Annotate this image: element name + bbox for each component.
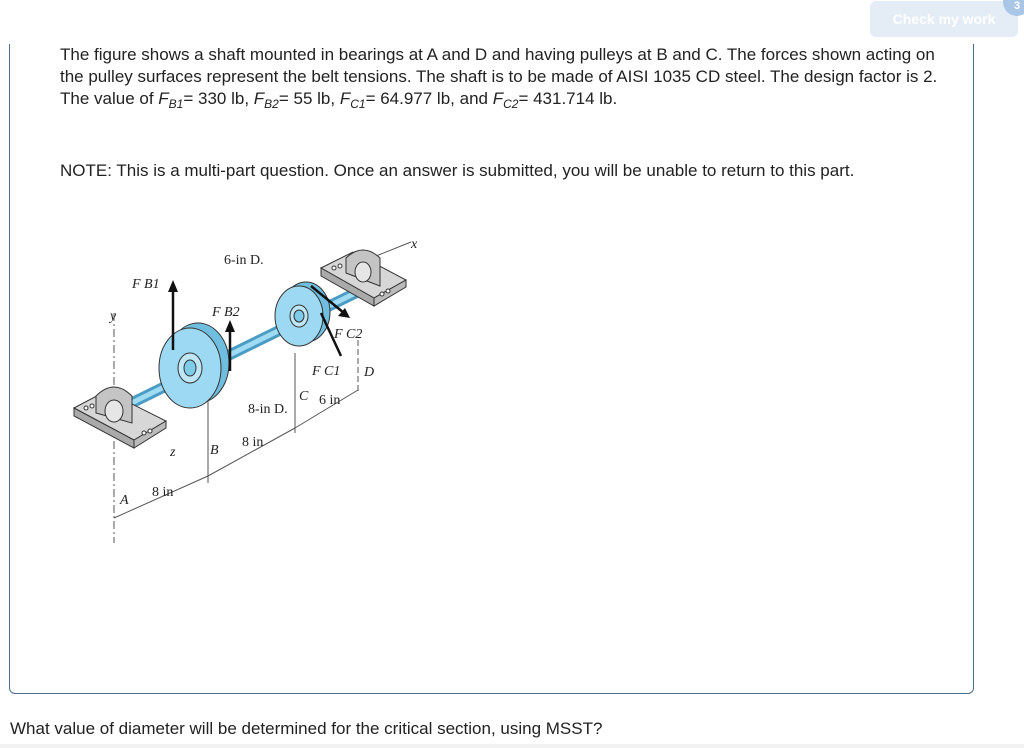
label-d: D (364, 365, 375, 380)
attempts-badge: 3 (1003, 0, 1024, 16)
shaft-figure (66, 228, 436, 548)
label-8in-d: 8-in D. (248, 402, 288, 417)
label-dim-b: 8 in (242, 435, 264, 450)
label-x-axis: x (411, 237, 418, 252)
pulley-b (159, 323, 229, 408)
force-fb2-head (225, 320, 235, 332)
label-dim-a: 8 in (152, 485, 174, 500)
label-z-axis: z (170, 445, 176, 460)
shaft-highlight (101, 278, 386, 418)
check-my-work-button[interactable]: Check my work (870, 1, 1018, 37)
force-fb1-head (168, 280, 178, 292)
label-a: A (120, 493, 129, 508)
problem-description: The figure shows a shaft mounted in bearings at A and D and having pulleys at B and C. The forces shown acting on the pulley surfaces represent the belt tensions. The shaft is to be made of AISI 1035 CD steel. The design factor is 2. (60, 45, 938, 86)
label-fb1: F B1 (132, 277, 160, 292)
label-fc1: F C1 (312, 364, 341, 379)
label-c: C (299, 389, 309, 404)
label-fc2: F C2 (334, 327, 363, 342)
question-text: What value of diameter will be determined for the critical section, using MSST? (10, 719, 603, 738)
problem-statement (60, 44, 940, 115)
label-dim-c: 6 in (319, 393, 341, 408)
force-values: The value of $F_{B1}= 330$ lb, $F_{B2}= 55$ lb, $F_{C1}= 64.977$ lb, and $F_{C2}= 431.714$ lb. (60, 89, 618, 111)
label-b: B (210, 443, 219, 458)
label-fb2: F B2 (212, 305, 240, 320)
label-y-axis: y (110, 309, 117, 324)
bottom-divider (0, 744, 1024, 748)
multi-part-note: NOTE: This is a multi-part question. Once an answer is submitted, you will be unable to return to this part. (60, 161, 855, 180)
label-6in-d: 6-in D. (224, 253, 264, 268)
